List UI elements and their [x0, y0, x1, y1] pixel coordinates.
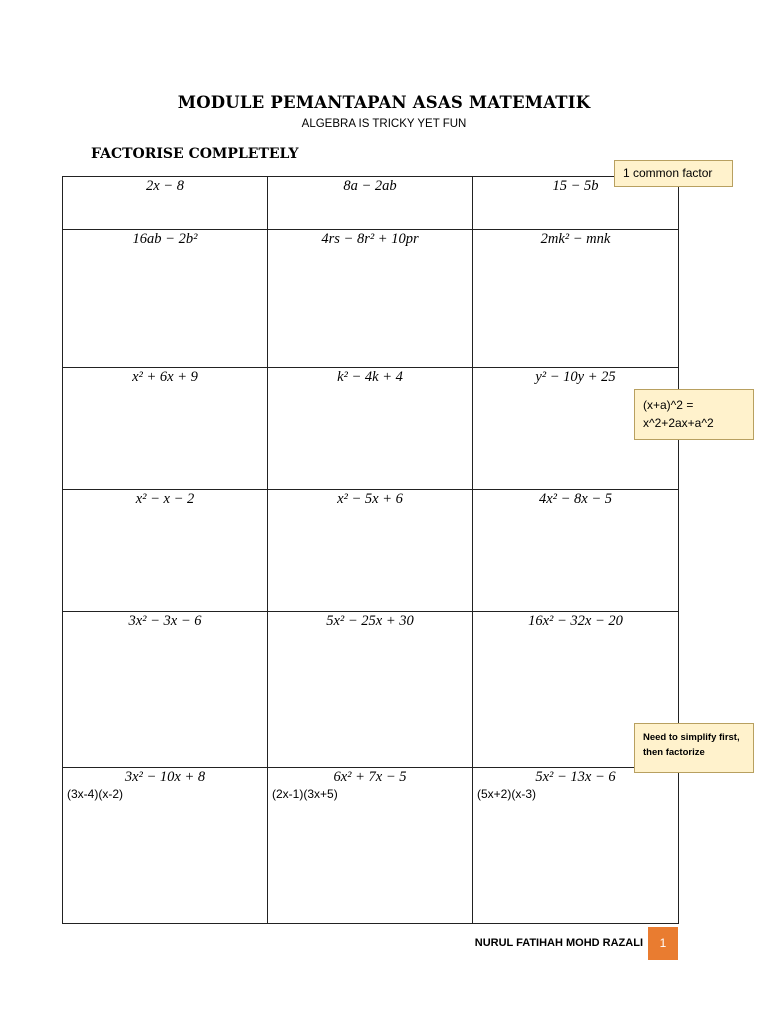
problem-grid	[62, 176, 679, 924]
problem-row	[63, 490, 679, 612]
problem-row	[63, 177, 679, 230]
page-subtitle: ALGEBRA IS TRICKY YET FUN	[301, 118, 467, 130]
problem-cell	[63, 768, 268, 924]
problem-expression: 5x² − 25x + 30	[326, 613, 414, 629]
note-text-line: (x+a)^2 =	[643, 398, 694, 412]
problem-expression: x² − x − 2	[135, 491, 195, 507]
problem-cell	[63, 612, 268, 768]
problem-expression: 3x² − 10x + 8	[124, 769, 206, 785]
problem-expression: 16ab − 2b²	[132, 231, 198, 247]
handwritten-answer: (2x-1)(3x+5)	[272, 787, 338, 801]
problem-cell	[268, 768, 473, 924]
handwritten-answer: (5x+2)(x-3)	[477, 787, 537, 801]
note-text: 1 common factor	[623, 166, 713, 180]
problem-row	[63, 230, 679, 368]
problem-row	[63, 768, 679, 924]
problem-expression: 8a − 2ab	[343, 178, 397, 194]
problem-expression: 2x − 8	[146, 178, 184, 194]
handwritten-answer: (3x-4)(x-2)	[67, 787, 123, 801]
problem-expression: 4rs − 8r² + 10pr	[321, 231, 419, 247]
problem-expression: 3x² − 3x − 6	[128, 613, 202, 629]
perfect-square-note	[634, 389, 754, 440]
problem-expression: x² + 6x + 9	[132, 369, 198, 385]
problem-cell	[473, 768, 679, 924]
problem-cell	[268, 177, 473, 230]
problem-expression: 15 − 5b	[552, 178, 599, 194]
section-heading: FACTORISE COMPLETELY	[91, 146, 299, 162]
problem-expression: 5x² − 13x − 6	[535, 769, 616, 785]
simplify-first-note	[634, 723, 754, 773]
footer-author: NURUL FATIHAH MOHD RAZALI	[474, 937, 643, 949]
problem-cell	[473, 230, 679, 368]
problem-row	[63, 612, 679, 768]
problem-cell	[63, 490, 268, 612]
problem-cell	[268, 612, 473, 768]
note-text-line: x^2+2ax+a^2	[643, 416, 714, 430]
problem-expression: 6x² + 7x − 5	[333, 769, 407, 785]
problem-cell	[63, 230, 268, 368]
problem-expression: x² − 5x + 6	[337, 491, 403, 507]
problem-expression: y² − 10y + 25	[535, 369, 616, 385]
problem-cell	[268, 368, 473, 490]
problem-cell	[268, 490, 473, 612]
page-title: MODULE PEMANTAPAN ASAS MATEMATIK	[177, 93, 591, 112]
problem-expression: 2mk² − mnk	[540, 231, 611, 247]
problem-cell	[268, 230, 473, 368]
problem-cell	[63, 177, 268, 230]
common-factor-note	[614, 160, 733, 187]
problem-row	[63, 368, 679, 490]
problem-expression: 16x² − 32x − 20	[528, 613, 623, 629]
problem-cell	[63, 368, 268, 490]
page-number-badge: 1	[648, 927, 678, 960]
problem-expression: 4x² − 8x − 5	[538, 491, 613, 507]
note-text-line: Need to simplify first,	[643, 732, 740, 743]
problem-cell	[473, 490, 679, 612]
problem-expression: k² − 4k + 4	[337, 369, 403, 385]
note-text-line: then factorize	[643, 747, 705, 758]
